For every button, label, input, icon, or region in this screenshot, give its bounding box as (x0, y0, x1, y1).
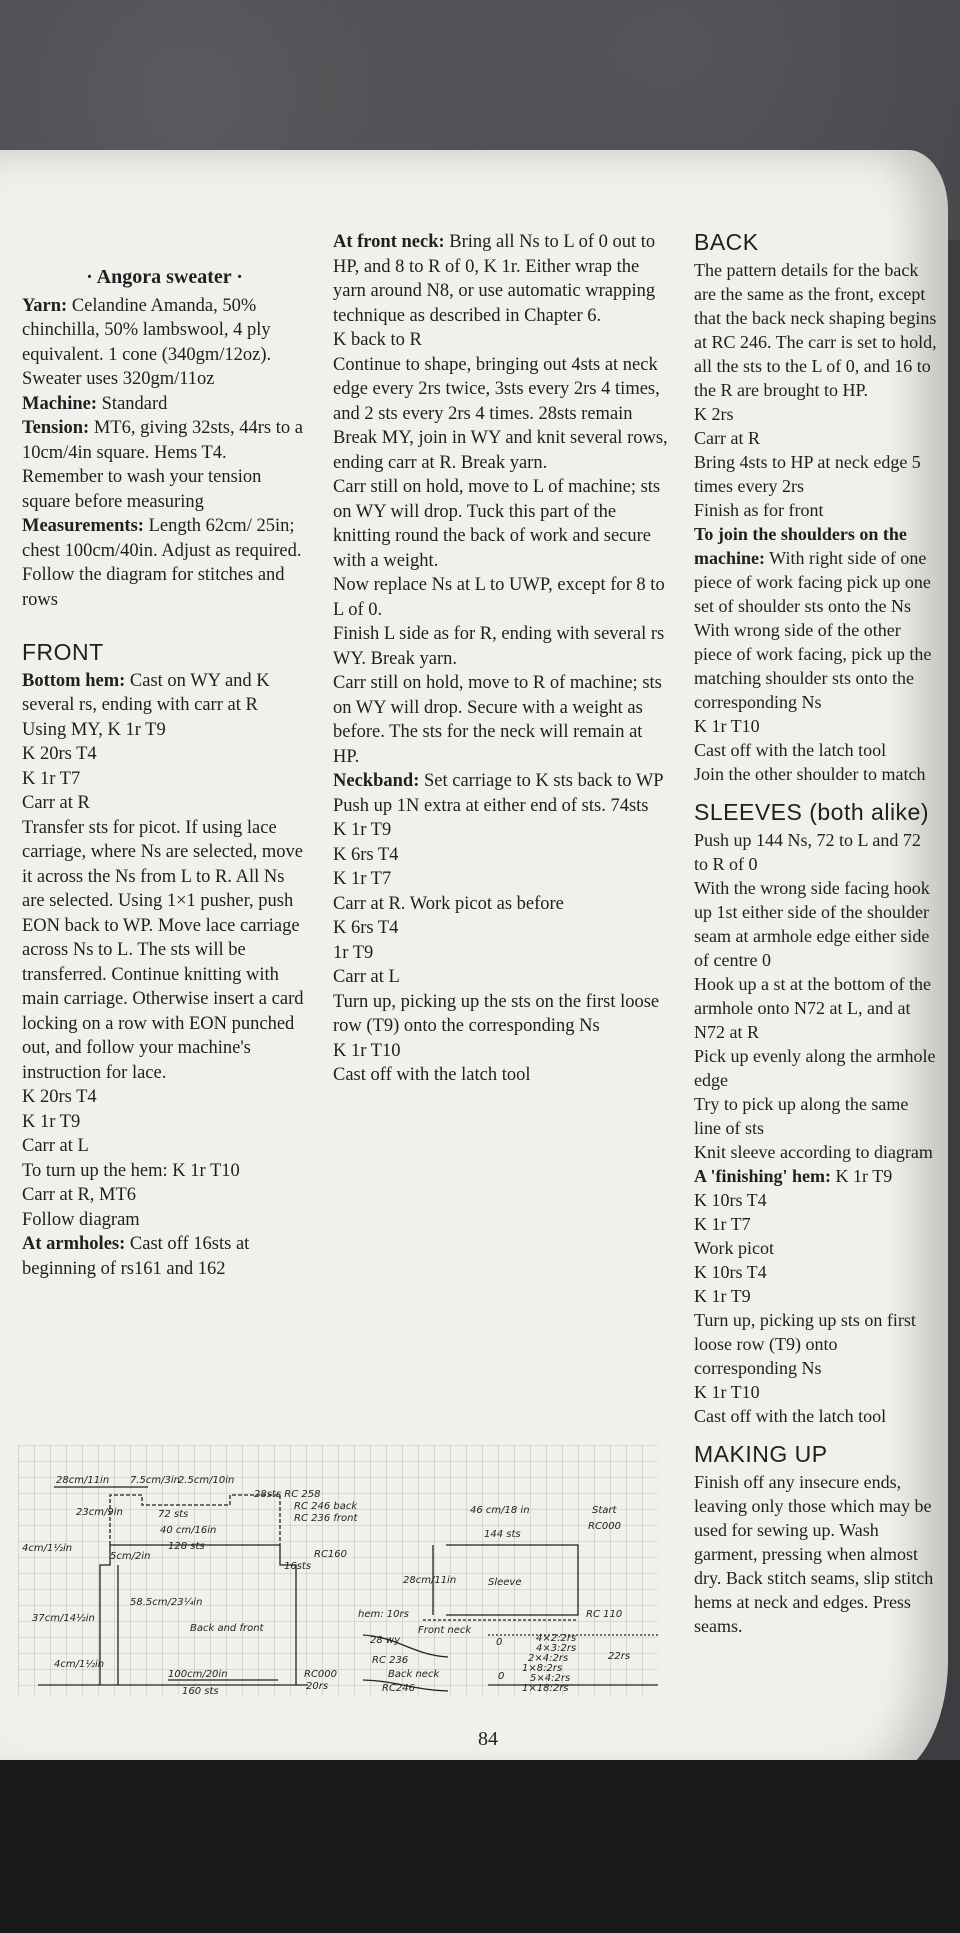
text-paragraph (694, 1212, 939, 1236)
label-5cm: 5cm/2in (110, 1551, 151, 1562)
paragraph-text: Carr still on hold, move to L of machine; sts on WY will drop. Tuck this part of the knitting round the back of work and secure with a weight. (333, 477, 661, 571)
label-37cm: 37cm/14½in (32, 1613, 95, 1624)
text-paragraph (333, 990, 671, 1039)
column-middle (333, 230, 671, 1088)
making-list (694, 1470, 939, 1638)
label-4x3: 4×3:2rs (536, 1643, 577, 1654)
paragraph-text: Cast off with the latch tool (333, 1065, 531, 1085)
text-paragraph (694, 258, 939, 402)
paragraph-label: Measurements: (22, 516, 144, 536)
label-rc236: RC 236 (372, 1655, 409, 1666)
column-left (22, 265, 307, 1281)
paragraph-label: A 'finishing' hem: (694, 1166, 832, 1186)
text-paragraph (694, 498, 939, 522)
paragraph-text: Carr at L (22, 1136, 89, 1156)
text-paragraph (22, 514, 307, 612)
text-paragraph (694, 1260, 939, 1284)
label-rc236: RC 236 front (294, 1513, 358, 1524)
label-rc258: 28sts RC 258 (254, 1489, 321, 1500)
paragraph-label: Yarn: (22, 295, 68, 316)
paragraph-text: K 1r T9 (22, 1111, 81, 1132)
paragraph-text: Carr at R (694, 428, 760, 448)
text-paragraph (333, 867, 671, 892)
text-paragraph (694, 618, 939, 714)
text-paragraph (22, 1134, 307, 1159)
label-585cm: 58.5cm/23¼in (130, 1597, 203, 1608)
text-paragraph (333, 892, 671, 917)
label-rc246: RC 246 back (294, 1501, 358, 1512)
paragraph-text: Push up 144 Ns, 72 to L and 72 to R of 0 (694, 830, 921, 874)
paragraph-text: Cast off with the latch tool (694, 1406, 887, 1426)
paragraph-text: Carr still on hold, move to R of machine; sts on WY will drop. Secure with a weight as before. The sts for the neck will remain at HP. (333, 673, 662, 767)
paragraph-text: Knit sleeve according to diagram (694, 1142, 933, 1162)
paragraph-text: Push up 1N extra at either end of sts. 74sts (333, 795, 649, 816)
paragraph-text: Carr at R, MT6 (22, 1185, 137, 1205)
pattern-title: · Angora sweater · (86, 266, 243, 288)
label-16sts: 16sts (284, 1561, 312, 1572)
label-hem: hem: 10rs (358, 1609, 409, 1620)
paragraph-text: Finish off any insecure ends, leaving only those which may be used for sewing up. Wash garment, pressing when almost dry. Back stitch seams, slip stitch hems at neck and edges. Press seams. (694, 1472, 934, 1636)
paragraph-label: Neckband: (333, 771, 420, 791)
intro-list (22, 294, 307, 613)
paragraph-text: K 6rs T4 (333, 844, 399, 865)
label-144sts: 144 sts (484, 1529, 521, 1540)
text-paragraph (333, 328, 671, 353)
paragraph-text: Transfer sts for picot. If using lace carriage, where Ns are selected, move it across the Ns from L to R. All Ns are selected. Using 1×1 pusher, push EON back to WP. Move lace carriage across Ns to L. The sts will be transferred. Continue knitting with main carriage. Otherwise insert a card locking on a row with EON punched out, and follow your machine's instruction for lace. (22, 817, 304, 1083)
text-paragraph (333, 230, 671, 328)
text-paragraph (22, 742, 307, 767)
text-paragraph (333, 671, 671, 769)
paragraph-text: K 1r T10 (333, 1040, 401, 1061)
label-back-neck: Back neck (388, 1669, 440, 1680)
back-list (694, 258, 939, 786)
paragraph-text: Finish L side as for R, ending with several rs WY. Break yarn. (333, 624, 665, 669)
front-list (22, 669, 307, 1282)
text-paragraph (694, 1404, 939, 1428)
paragraph-text: MT6, giving 32sts, 44rs to a 10cm/4in square. Hems T4. Remember to wash your tension square before measuring (22, 418, 303, 512)
label-72sts: 72 sts (158, 1509, 189, 1520)
paragraph-label: At front neck: (333, 232, 445, 252)
paragraph-text: K 20rs T4 (22, 1087, 97, 1107)
text-paragraph (694, 738, 939, 762)
paragraph-text: Turn up, picking up sts on first loose row (T9) onto corresponding Ns (694, 1310, 916, 1378)
paragraph-text: K 1r T7 (22, 768, 81, 789)
label-46cm: 46 cm/18 in (470, 1505, 530, 1516)
paragraph-text: Cast off with the latch tool (694, 740, 887, 760)
paragraph-label: Bottom hem: (22, 670, 126, 691)
paragraph-text: Break MY, join in WY and knit several rows, ending carr at R. Break yarn. (333, 428, 668, 473)
label-zero-back: 0 (498, 1671, 505, 1682)
label-4x2: 4×2:2rs (536, 1633, 577, 1644)
paragraph-text: K 1r T9 (831, 1166, 893, 1186)
text-paragraph (694, 1236, 939, 1260)
paragraph-text: Carr at R (22, 793, 90, 813)
label-28wy: 28 wy (370, 1635, 400, 1646)
paragraph-text: Follow diagram (22, 1209, 140, 1230)
text-paragraph (694, 762, 939, 786)
label-20rs: 20rs (306, 1681, 329, 1692)
paragraph-text: Hook up a st at the bottom of the armhole onto N72 at L, and at N72 at R (694, 974, 931, 1042)
text-paragraph (694, 522, 939, 618)
text-paragraph (694, 1044, 939, 1092)
text-paragraph (694, 1308, 939, 1380)
paragraph-text: Length 62cm/ 25in; chest 100cm/40in. Adjust as required. Follow the diagram for stitches and rows (22, 516, 302, 610)
label-rc160: RC160 (314, 1549, 348, 1560)
paragraph-text: K 20rs T4 (22, 744, 97, 764)
paragraph-text: Pick up evenly along the armhole edge (694, 1046, 936, 1090)
text-paragraph (22, 1208, 307, 1233)
paragraph-text: Bring 4sts to HP at neck edge 5 times every 2rs (694, 452, 921, 496)
paragraph-text: K back to R (333, 330, 422, 350)
text-paragraph (694, 876, 939, 972)
paragraph-label: Tension: (22, 418, 90, 438)
text-paragraph (694, 828, 939, 876)
text-paragraph (694, 1470, 939, 1638)
paragraph-text: Set carriage to K sts back to WP (419, 771, 664, 791)
text-paragraph (694, 1380, 939, 1404)
paragraph-text: Carr at L (333, 967, 400, 987)
table-surface (0, 1760, 960, 1933)
label-160sts: 160 sts (182, 1686, 219, 1695)
text-paragraph (22, 294, 307, 392)
label-rc000-body: RC000 (304, 1669, 338, 1680)
paragraph-text: Bring all Ns to L of 0 out to HP, and 8 to R of 0, K 1r. Either wrap the yarn around N8, or use automatic wrapping technique as described in Chapter 6. (333, 232, 656, 326)
text-paragraph (694, 426, 939, 450)
text-paragraph (22, 718, 307, 743)
label-rc110: RC 110 (586, 1609, 623, 1620)
label-28cm-sleeve: 28cm/11in (403, 1575, 457, 1586)
sleeves-heading: SLEEVES (both alike) (694, 799, 930, 825)
label-2x4: 2×4:2rs (528, 1653, 569, 1664)
label-128sts: 128 sts (168, 1541, 205, 1552)
paragraph-text: Try to pick up along the same line of sts (694, 1094, 909, 1138)
paragraph-text: K 1r T7 (694, 1214, 751, 1234)
paragraph-text: Cast on WY and K several rs, ending with carr at R (22, 670, 270, 715)
paragraph-text: To turn up the hem: K 1r T10 (22, 1160, 240, 1181)
paragraph-text: Finish as for front (694, 500, 824, 520)
text-paragraph (333, 573, 671, 622)
text-paragraph (22, 669, 307, 718)
label-22rs: 22rs (608, 1651, 631, 1662)
text-paragraph (22, 791, 307, 816)
column-right (694, 230, 939, 1638)
label-28cm: 28cm/11in (56, 1475, 110, 1486)
page-number: 84 (478, 1728, 498, 1750)
paragraph-text: K 1r T7 (333, 869, 392, 889)
text-paragraph (333, 965, 671, 990)
text-paragraph (333, 1039, 671, 1064)
text-paragraph (333, 769, 671, 794)
paragraph-text: Carr at R. Work picot as before (333, 893, 564, 914)
text-paragraph (333, 622, 671, 671)
paragraph-text: Continue to shape, bringing out 4sts at neck edge every 2rs twice, 3sts every 2rs 4 times, and 2 sts every 2rs 4 times. 28sts remain (333, 354, 660, 424)
text-paragraph (22, 816, 307, 1086)
text-paragraph (22, 1110, 307, 1135)
text-paragraph (333, 475, 671, 573)
label-4cm: 4cm/1½in (22, 1543, 73, 1554)
text-paragraph (22, 416, 307, 514)
paragraph-text: Now replace Ns at L to UWP, except for 8 to L of 0. (333, 575, 665, 620)
paragraph-text: K 1r T10 (694, 1382, 760, 1402)
label-1x8: 1×8:2rs (522, 1663, 563, 1674)
text-paragraph (694, 1188, 939, 1212)
text-paragraph (333, 843, 671, 868)
book-page (0, 150, 948, 1780)
text-paragraph (22, 392, 307, 417)
text-paragraph (694, 402, 939, 426)
paragraph-text: With right side of one piece of work facing pick up one set of shoulder sts onto the Ns (694, 548, 931, 616)
label-front-neck: Front neck (418, 1625, 472, 1636)
text-paragraph (694, 972, 939, 1044)
paragraph-text: K 6rs T4 (333, 918, 399, 938)
paragraph-label: To join the shoulders on the machine: (694, 524, 907, 568)
label-sleeve: Sleeve (488, 1577, 522, 1588)
paragraph-text: With the wrong side facing hook up 1st either side of the shoulder seam at armhole edge either side of centre 0 (694, 878, 930, 970)
paragraph-text: The pattern details for the back are the same as the front, except that the back neck shaping begins at RC 246. The carr is set to hold, all the sts to the L of 0, and 16 to the R are brought to HP. (694, 260, 937, 400)
back-heading: BACK (694, 229, 759, 255)
paragraph-text: Join the other shoulder to match (694, 764, 926, 784)
making-up-heading: MAKING UP (694, 1441, 828, 1467)
label-zero-front: 0 (496, 1637, 503, 1648)
text-paragraph (694, 1164, 939, 1188)
label-4cm-hem: 4cm/1½in (54, 1659, 105, 1670)
label-75cm: 7.5cm/3in (130, 1475, 180, 1486)
label-5x4: 5×4:2rs (530, 1673, 571, 1684)
paragraph-text: K 10rs T4 (694, 1262, 767, 1282)
paragraph-text: Turn up, picking up the sts on the first loose row (T9) onto the corresponding Ns (333, 991, 660, 1036)
text-paragraph (694, 450, 939, 498)
label-1x18: 1×18:2rs (522, 1683, 569, 1694)
text-paragraph (333, 818, 671, 843)
paragraph-text: With wrong side of the other piece of work facing, pick up the matching shoulder sts onto the corresponding Ns (694, 620, 932, 712)
text-paragraph (694, 1140, 939, 1164)
paragraph-text: K 1r T10 (694, 716, 760, 736)
text-paragraph (333, 916, 671, 941)
label-40cm: 40 cm/16in (160, 1525, 217, 1536)
label-rc246: RC246 (382, 1683, 416, 1694)
sleeves-list (694, 828, 939, 1428)
front-heading: FRONT (22, 639, 104, 665)
text-paragraph (333, 794, 671, 819)
text-paragraph (333, 353, 671, 427)
label-23cm: 23cm/9in (76, 1507, 123, 1518)
label-back-front: Back and front (190, 1623, 264, 1634)
paragraph-text: Celandine Amanda, 50% chinchilla, 50% lambswool, 4 ply equivalent. 1 cone (340gm/12oz). Sweater uses 320gm/11oz (22, 295, 272, 389)
paragraph-text: Work picot (694, 1238, 775, 1258)
text-paragraph (22, 1159, 307, 1184)
paragraph-label: At armholes: (22, 1234, 126, 1254)
paragraph-text: Using MY, K 1r T9 (22, 719, 166, 740)
text-paragraph (22, 1085, 307, 1110)
text-paragraph (694, 1092, 939, 1140)
text-paragraph (694, 1284, 939, 1308)
paragraph-text: K 1r T9 (694, 1286, 751, 1306)
text-paragraph (333, 1063, 671, 1088)
knitting-diagram (18, 1445, 658, 1695)
text-paragraph (22, 767, 307, 792)
text-paragraph (22, 1183, 307, 1208)
label-100cm: 100cm/20in (168, 1669, 228, 1680)
label-start: Start (592, 1505, 617, 1516)
paragraph-text: K 1r T9 (333, 820, 392, 840)
paragraph-text: Cast off 16sts at beginning of rs161 and 162 (22, 1234, 250, 1279)
label-10in: 2.5cm/10in (178, 1475, 235, 1486)
text-paragraph (333, 426, 671, 475)
paragraph-text: Standard (97, 393, 168, 414)
label-rc000-sleeve: RC000 (588, 1521, 622, 1532)
paragraph-label: Machine: (22, 393, 98, 414)
text-paragraph (333, 941, 671, 966)
neck-list (333, 230, 671, 1088)
paragraph-text: K 10rs T4 (694, 1190, 767, 1210)
text-paragraph (694, 714, 939, 738)
text-paragraph (22, 1232, 307, 1281)
paragraph-text: 1r T9 (333, 942, 374, 963)
paragraph-text: K 2rs (694, 404, 734, 424)
